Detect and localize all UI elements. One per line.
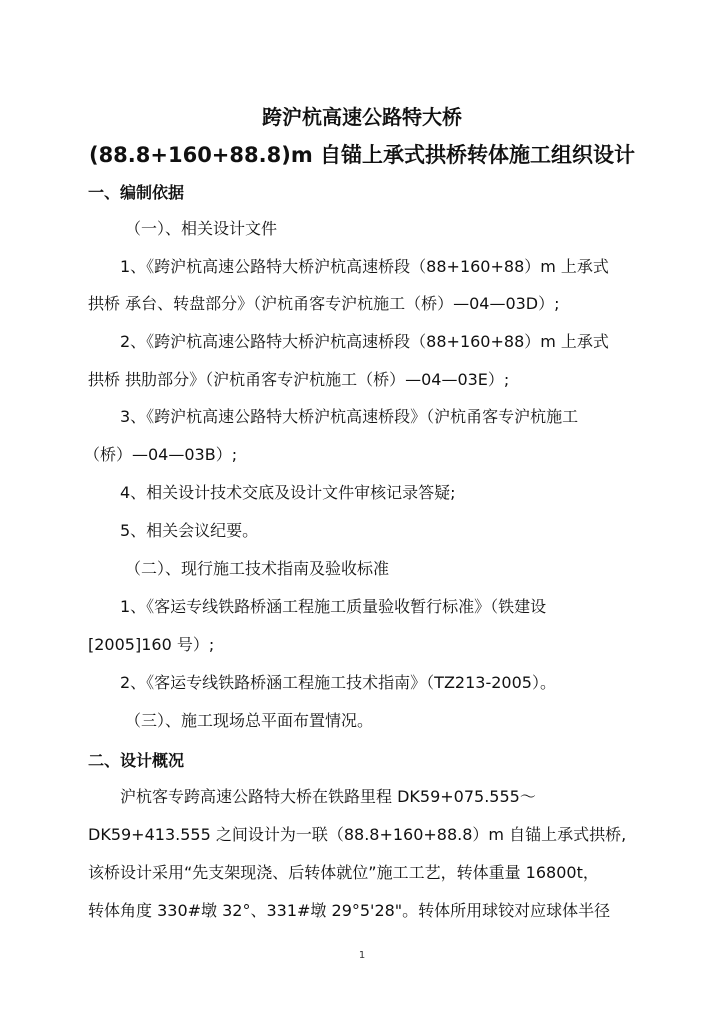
paragraph-line: 拱桥 拱肋部分》（沪杭甬客专沪杭施工（桥）—04—03E）;	[88, 370, 510, 389]
page-number: 1	[358, 950, 366, 961]
title-line-1: 跨沪杭高速公路特大桥	[262, 105, 462, 129]
paragraph-line: （桥）—04—03B）;	[84, 445, 238, 464]
paragraph-line: 3、《跨沪杭高速公路特大桥沪杭高速桥段》（沪杭甬客专沪杭施工	[120, 407, 579, 426]
paragraph-line: 4、相关设计技术交底及设计文件审核记录答疑;	[120, 483, 456, 502]
paragraph-line: 1、《客运专线铁路桥涵工程施工质量验收暂行标准》（铁建设	[120, 597, 547, 616]
subheading-site-layout: （三）、施工现场总平面布置情况。	[125, 711, 374, 730]
section-heading-design-overview: 二、设计概况	[88, 751, 185, 770]
paragraph-line: DK59+413.555 之间设计为一联（88.8+160+88.8）m 自锚上承式拱桥,	[88, 825, 627, 844]
paragraph-line: 2、《客运专线铁路桥涵工程施工技术指南》（TZ213-2005）。	[120, 673, 556, 692]
paragraph-line: 1、《跨沪杭高速公路特大桥沪杭高速桥段（88+160+88）m 上承式	[120, 257, 609, 276]
paragraph-line: 该桥设计采用“先支架现浇、后转体就位”施工工艺，转体重量 16800t，	[88, 863, 599, 882]
paragraph-line: 拱桥 承台、转盘部分》（沪杭甬客专沪杭施工（桥）—04—03D）;	[88, 294, 560, 313]
subheading-design-docs: （一）、相关设计文件	[125, 219, 278, 238]
title-line-2: (88.8+160+88.8)m 自锚上承式拱桥转体施工组织设计	[88, 143, 636, 167]
paragraph-line: 沪杭客专跨高速公路特大桥在铁路里程 DK59+075.555～	[120, 787, 536, 806]
paragraph-line: 5、相关会议纪要。	[120, 521, 259, 540]
subheading-standards: （二）、现行施工技术指南及验收标准	[125, 559, 390, 578]
section-heading-basis: 一、编制依据	[88, 183, 185, 202]
paragraph-line: 2、《跨沪杭高速公路特大桥沪杭高速桥段（88+160+88）m 上承式	[120, 332, 609, 351]
paragraph-line: 转体角度 330#墩 32°、331#墩 29°5'28"。转体所用球铰对应球体半径	[88, 901, 611, 920]
paragraph-line: [2005]160 号）;	[88, 635, 215, 654]
